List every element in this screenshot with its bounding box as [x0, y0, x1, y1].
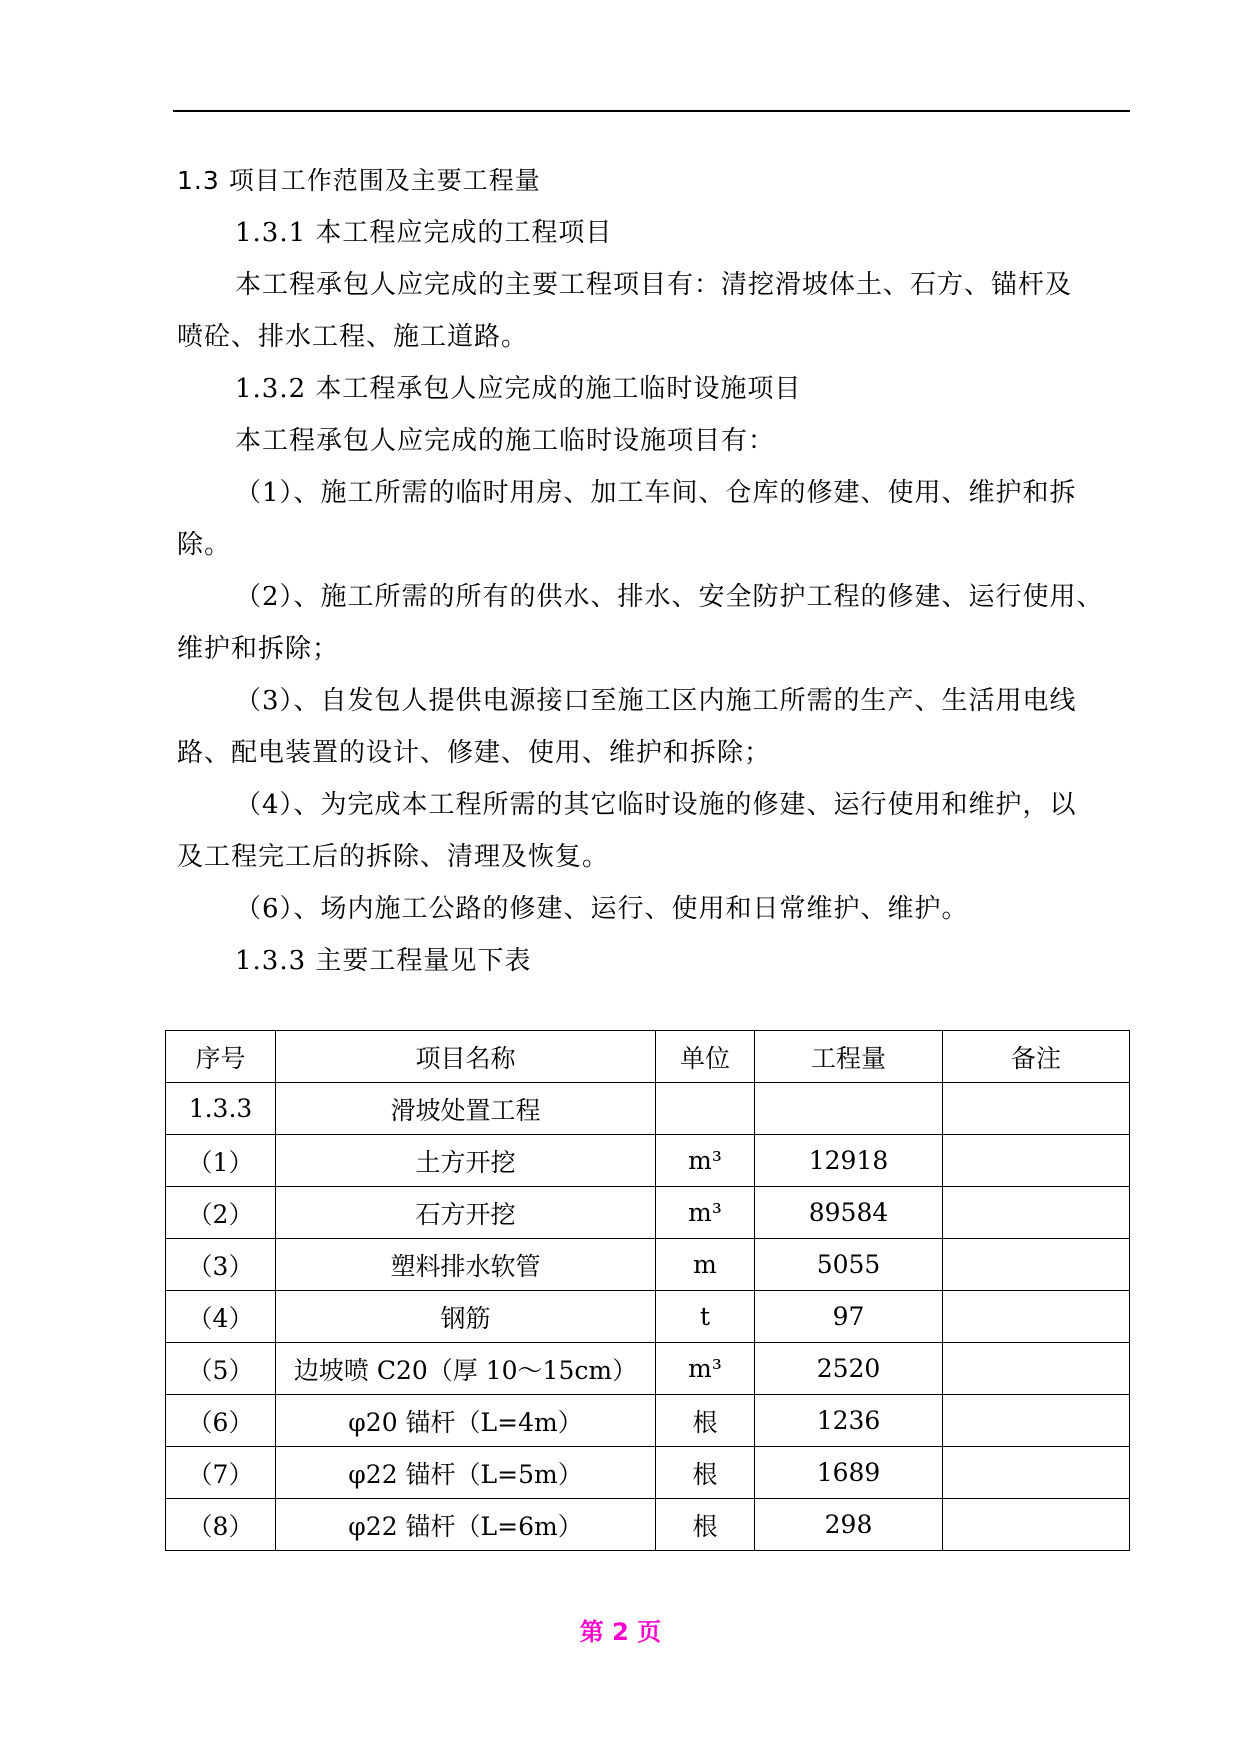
- table-row: [166, 1343, 1130, 1395]
- cell-item-name: 边坡喷 C20（厚 10～15cm）: [276, 1343, 656, 1395]
- cell-quantity: [755, 1083, 943, 1135]
- subsection-1-3-3: 1.3.3 主要工程量见下表: [235, 946, 532, 976]
- table-row: [166, 1499, 1130, 1551]
- subsection-1-3-1: 1.3.1 本工程应完成的工程项目: [235, 218, 613, 248]
- cell-seq: （1）: [166, 1135, 276, 1187]
- cell-seq: （5）: [166, 1343, 276, 1395]
- cell-quantity: 5055: [755, 1239, 943, 1291]
- paragraph-line: 喷砼、排水工程、施工道路。: [177, 322, 529, 352]
- cell-remarks: [943, 1499, 1130, 1551]
- paragraph-line: 本工程承包人应完成的施工临时设施项目有：: [235, 426, 776, 456]
- cell-remarks: [943, 1187, 1130, 1239]
- quantities-table: [165, 1030, 1130, 1551]
- table-header-row: [166, 1031, 1130, 1083]
- header-quantity: 工程量: [755, 1031, 943, 1083]
- list-item-2-cont: 维护和拆除；: [177, 634, 340, 664]
- cell-unit: m³: [656, 1343, 755, 1395]
- cell-remarks: [943, 1239, 1130, 1291]
- subsection-1-3-2: 1.3.2 本工程承包人应完成的施工临时设施项目: [235, 374, 802, 404]
- list-item-1-cont: 除。: [177, 530, 232, 560]
- cell-seq: （6）: [166, 1395, 276, 1447]
- cell-remarks: [943, 1343, 1130, 1395]
- cell-unit: t: [656, 1291, 755, 1343]
- list-item-3-cont: 路、配电装置的设计、修建、使用、维护和拆除；: [177, 738, 772, 768]
- cell-item-name: 塑料排水软管: [276, 1239, 656, 1291]
- header-remarks: 备注: [943, 1031, 1130, 1083]
- cell-quantity: 97: [755, 1291, 943, 1343]
- header-rule: [173, 110, 1130, 112]
- cell-item-name: 钢筋: [276, 1291, 656, 1343]
- list-item-6: （6）、场内施工公路的修建、运行、使用和日常维护、维护。: [235, 894, 969, 924]
- cell-unit: [656, 1083, 755, 1135]
- cell-quantity: 12918: [755, 1135, 943, 1187]
- cell-item-name: φ20 锚杆（L=4m）: [276, 1395, 656, 1447]
- cell-remarks: [943, 1135, 1130, 1187]
- cell-seq: （8）: [166, 1499, 276, 1551]
- cell-seq: （3）: [166, 1239, 276, 1291]
- header-seq: 序号: [166, 1031, 276, 1083]
- cell-remarks: [943, 1395, 1130, 1447]
- table-row: [166, 1291, 1130, 1343]
- cell-unit: m³: [656, 1135, 755, 1187]
- header-unit: 单位: [656, 1031, 755, 1083]
- table-row: [166, 1239, 1130, 1291]
- cell-seq: （2）: [166, 1187, 276, 1239]
- cell-remarks: [943, 1447, 1130, 1499]
- list-item-4-cont: 及工程完工后的拆除、清理及恢复。: [177, 842, 610, 872]
- cell-unit: 根: [656, 1395, 755, 1447]
- cell-quantity: 2520: [755, 1343, 943, 1395]
- cell-seq: （4）: [166, 1291, 276, 1343]
- paragraph-line: 本工程承包人应完成的主要工程项目有：清挖滑坡体土、石方、锚杆及: [235, 270, 1073, 300]
- list-item-3: （3）、自发包人提供电源接口至施工区内施工所需的生产、生活用电线: [235, 686, 1077, 716]
- table-row: [166, 1135, 1130, 1187]
- table-row: [166, 1083, 1130, 1135]
- cell-item-name: φ22 锚杆（L=6m）: [276, 1499, 656, 1551]
- cell-quantity: 89584: [755, 1187, 943, 1239]
- cell-quantity: 298: [755, 1499, 943, 1551]
- list-item-1: （1）、施工所需的临时用房、加工车间、仓库的修建、使用、维护和拆: [235, 478, 1077, 508]
- cell-item-name: φ22 锚杆（L=5m）: [276, 1447, 656, 1499]
- cell-item-name: 滑坡处置工程: [276, 1083, 656, 1135]
- table-row: [166, 1447, 1130, 1499]
- cell-item-name: 石方开挖: [276, 1187, 656, 1239]
- cell-quantity: 1236: [755, 1395, 943, 1447]
- table-row: [166, 1395, 1130, 1447]
- page-number: 第 2 页: [579, 1618, 662, 1646]
- cell-unit: m: [656, 1239, 755, 1291]
- table-row: [166, 1187, 1130, 1239]
- cell-unit: 根: [656, 1447, 755, 1499]
- cell-unit: m³: [656, 1187, 755, 1239]
- cell-remarks: [943, 1083, 1130, 1135]
- cell-unit: 根: [656, 1499, 755, 1551]
- cell-seq: （7）: [166, 1447, 276, 1499]
- cell-quantity: 1689: [755, 1447, 943, 1499]
- cell-remarks: [943, 1291, 1130, 1343]
- cell-item-name: 土方开挖: [276, 1135, 656, 1187]
- list-item-2: （2）、施工所需的所有的供水、排水、安全防护工程的修建、运行使用、: [235, 582, 1104, 612]
- cell-seq: 1.3.3: [166, 1083, 276, 1135]
- list-item-4: （4）、为完成本工程所需的其它临时设施的修建、运行使用和维护，以: [235, 790, 1077, 820]
- section-heading: 1.3 项目工作范围及主要工程量: [177, 166, 541, 195]
- header-item-name: 项目名称: [276, 1031, 656, 1083]
